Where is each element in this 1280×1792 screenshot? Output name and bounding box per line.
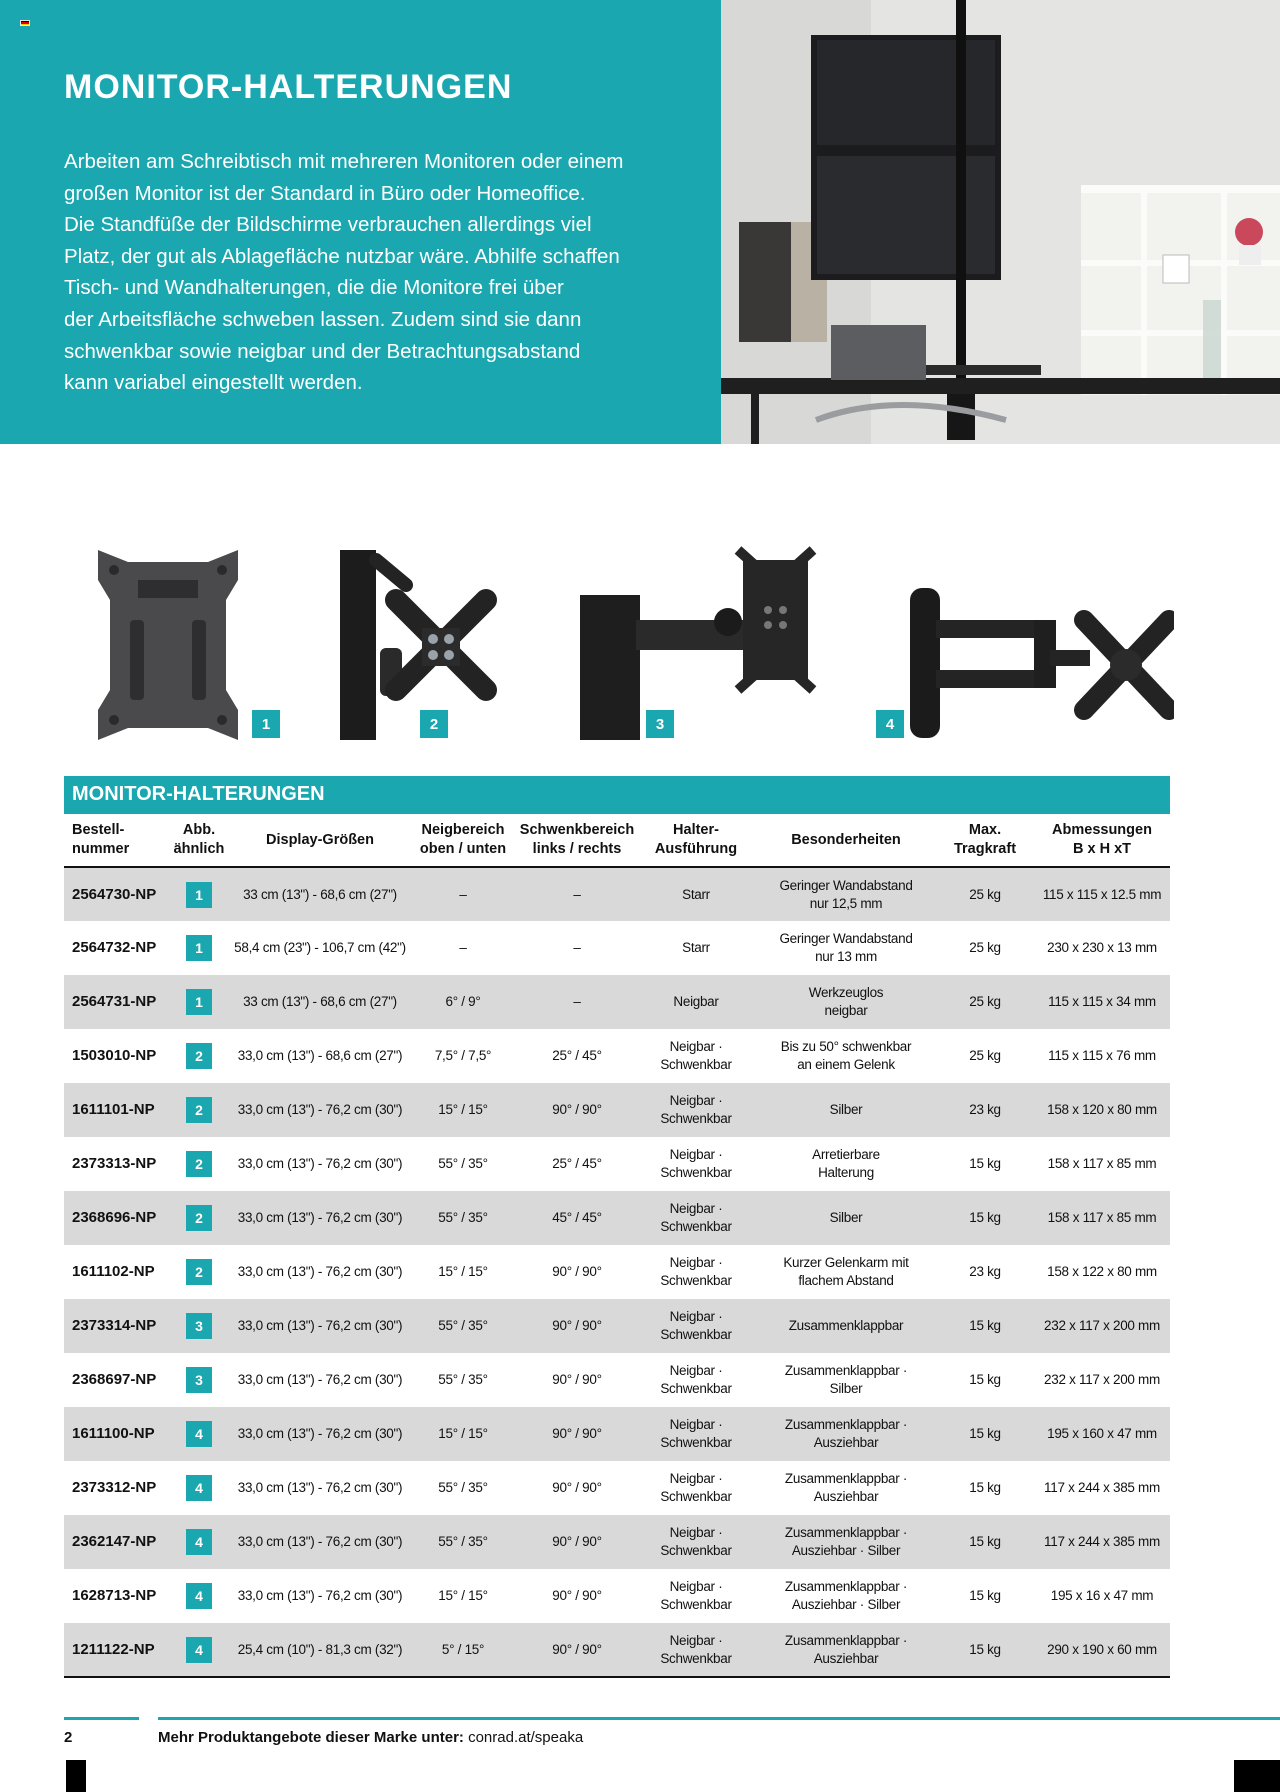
cell-tilt: – — [408, 867, 518, 921]
abb-badge: 2 — [186, 1097, 212, 1123]
cell-dimensions: 290 x 190 x 60 mm — [1034, 1623, 1170, 1677]
cell-type: Neigbar · Schwenkbar — [660, 1579, 732, 1612]
cell-display-size: 25,4 cm (10") - 81,3 cm (32") — [232, 1623, 408, 1677]
abb-badge: 4 — [186, 1583, 212, 1609]
cell-load: 15 kg — [936, 1407, 1034, 1461]
cell-tilt: 15° / 15° — [408, 1407, 518, 1461]
cell-display-size: 33,0 cm (13") - 76,2 cm (30") — [232, 1515, 408, 1569]
cell-load: 15 kg — [969, 1372, 1001, 1387]
col-header-halter: Halter- Ausführung — [636, 814, 756, 867]
cell-display-size: 33,0 cm (13") - 76,2 cm (30") — [232, 1299, 408, 1353]
cell-dimensions: 158 x 122 x 80 mm — [1047, 1264, 1157, 1279]
abb-badge: 4 — [186, 1637, 212, 1663]
abb-badge: 1 — [186, 935, 212, 961]
cell-load: 23 kg — [969, 1264, 1001, 1279]
cell-bestellnummer: 2362147-NP — [64, 1515, 166, 1569]
cell-load: 25 kg — [936, 975, 1034, 1029]
cell-display-size: 33 cm (13") - 68,6 cm (27") — [232, 867, 408, 921]
product-image-3 — [578, 540, 828, 745]
cell-display-size: 33,0 cm (13") - 76,2 cm (30") — [237, 1372, 403, 1387]
cell-tilt: 55° / 35° — [408, 1299, 518, 1353]
cell-type: Neigbar · Schwenkbar — [636, 1515, 756, 1569]
cell-type: Neigbar · Schwenkbar — [636, 1083, 756, 1137]
cell-bestellnummer: 1211122-NP — [64, 1623, 166, 1677]
cell-load: 25 kg — [936, 867, 1034, 921]
table-row — [64, 1353, 1170, 1407]
cell-special: Zusammenklappbar · Ausziehbar · Silber — [756, 1515, 936, 1569]
cell-type: Neigbar · Schwenkbar — [636, 1191, 756, 1245]
table-row — [64, 1083, 1170, 1137]
cell-abb — [166, 867, 232, 921]
cell-type: Neigbar · Schwenkbar — [636, 1407, 756, 1461]
cell-special: Arretierbare Halterung — [812, 1147, 880, 1180]
cell-type: Neigbar — [636, 975, 756, 1029]
col-header-neigbereich: Neigbereich oben / unten — [408, 814, 518, 867]
cell-tilt: 15° / 15° — [438, 1264, 488, 1279]
cell-abb — [166, 1029, 232, 1083]
table-row — [64, 867, 1170, 921]
cell-type: Neigbar · Schwenkbar — [660, 1255, 732, 1288]
cell-dimensions: 158 x 117 x 85 mm — [1034, 1191, 1170, 1245]
product-image-1 — [88, 540, 271, 745]
cell-swivel: 90° / 90° — [552, 1264, 602, 1279]
col-header-display: Display-Größen — [232, 814, 408, 867]
table-row — [64, 1623, 1170, 1677]
abb-badge: 2 — [186, 1259, 212, 1285]
cell-type: Neigbar · Schwenkbar — [636, 1623, 756, 1677]
cell-abb — [166, 1623, 232, 1677]
cell-load: 15 kg — [936, 1515, 1034, 1569]
cell-bestellnummer: 2368697-NP — [72, 1371, 157, 1388]
cell-type: Starr — [682, 940, 710, 955]
product-badge-4: 4 — [876, 710, 904, 738]
table-row — [64, 1461, 1170, 1515]
abb-badge: 2 — [186, 1043, 212, 1069]
cell-bestellnummer: 1503010-NP — [72, 1047, 157, 1064]
cell-swivel: 90° / 90° — [552, 1588, 602, 1603]
cell-swivel: 25° / 45° — [552, 1048, 602, 1063]
cell-swivel: – — [518, 975, 636, 1029]
cell-swivel: 90° / 90° — [518, 1083, 636, 1137]
cell-tilt: 55° / 35° — [438, 1372, 488, 1387]
cell-display-size: 33,0 cm (13") - 68,6 cm (27") — [237, 1048, 403, 1063]
cell-abb — [166, 1191, 232, 1245]
cell-special: Zusammenklappbar · Ausziehbar — [756, 1623, 936, 1677]
cell-special: Silber — [756, 1191, 936, 1245]
product-badge-3: 3 — [646, 710, 674, 738]
cell-swivel: 90° / 90° — [518, 1407, 636, 1461]
abb-badge: 1 — [186, 989, 212, 1015]
cell-dimensions: 117 x 244 x 385 mm — [1044, 1480, 1160, 1495]
cell-bestellnummer: 2564730-NP — [64, 867, 166, 921]
col-header-besonderheiten: Besonderheiten — [756, 814, 936, 867]
cell-display-size: 33,0 cm (13") - 76,2 cm (30") — [237, 1156, 403, 1171]
cell-abb — [166, 1569, 232, 1623]
cell-swivel: 90° / 90° — [518, 1515, 636, 1569]
cell-special: Geringer Wandabstand nur 12,5 mm — [756, 867, 936, 921]
cell-type: Neigbar · Schwenkbar — [660, 1471, 732, 1504]
cell-dimensions: 158 x 120 x 80 mm — [1034, 1083, 1170, 1137]
cell-special: Zusammenklappbar · Silber — [784, 1363, 908, 1396]
intro-text: Arbeiten am Schreibtisch mit mehreren Monitoren oder einem großen Monitor ist der Standard in Büro oder Homeoffice. Die Standfüße der Bildschirme verbrauchen allerdings viel Platz, der gut als Ablagefläche nutzbar wäre. Abhilfe schaffen Tisch- und Wandhalterungen, die die Monitore frei über der Arbeitsfläche schweben lassen. Zudem sind sie dann schwenkbar sowie neigbar und der Betrachtungsabstand kann variabel eingestellt werden. — [64, 150, 624, 395]
col-header-abb: Abb. ähnlich — [166, 814, 232, 867]
abb-badge: 2 — [186, 1151, 212, 1177]
cell-abb — [166, 1083, 232, 1137]
flag-icon — [20, 20, 30, 26]
cell-special: Zusammenklappbar — [756, 1299, 936, 1353]
cell-display-size: 33,0 cm (13") - 76,2 cm (30") — [232, 1407, 408, 1461]
cell-type: Neigbar · Schwenkbar — [660, 1363, 732, 1396]
cell-dimensions: 232 x 117 x 200 mm — [1034, 1299, 1170, 1353]
cell-bestellnummer: 1611100-NP — [64, 1407, 166, 1461]
cell-dimensions: 230 x 230 x 13 mm — [1047, 940, 1157, 955]
footer-text: Mehr Produktangebote dieser Marke unter: conrad.at/speaka — [158, 1729, 584, 1746]
cell-dimensions: 195 x 160 x 47 mm — [1034, 1407, 1170, 1461]
cell-tilt: 5° / 15° — [408, 1623, 518, 1677]
cell-display-size: 33 cm (13") - 68,6 cm (27") — [232, 975, 408, 1029]
cell-dimensions: 158 x 117 x 85 mm — [1047, 1156, 1157, 1171]
col-header-abmessungen: Abmessungen B x H xT — [1034, 814, 1170, 867]
cell-load: 15 kg — [969, 1156, 1001, 1171]
cell-load: 15 kg — [969, 1480, 1001, 1495]
cell-type: Starr — [636, 867, 756, 921]
cell-abb — [166, 921, 232, 975]
cell-special: Silber — [756, 1083, 936, 1137]
cell-type: Neigbar · Schwenkbar — [660, 1039, 732, 1072]
product-badge-2: 2 — [420, 710, 448, 738]
abb-badge: 1 — [186, 882, 212, 908]
wall-mount-fixed-icon — [88, 540, 248, 745]
table-row — [64, 1299, 1170, 1353]
cell-load: 15 kg — [969, 1588, 1001, 1603]
cell-tilt: 55° / 35° — [438, 1480, 488, 1495]
cell-bestellnummer: 1611102-NP — [72, 1263, 155, 1280]
abb-badge: 4 — [186, 1421, 212, 1447]
cell-abb — [166, 975, 232, 1029]
cell-abb — [166, 1407, 232, 1461]
cell-bestellnummer: 2368696-NP — [64, 1191, 166, 1245]
cell-swivel: 90° / 90° — [552, 1480, 602, 1495]
footer-link[interactable]: conrad.at/speaka — [468, 1729, 584, 1746]
cell-load: 25 kg — [969, 1048, 1001, 1063]
cell-display-size: 33,0 cm (13") - 76,2 cm (30") — [237, 1480, 403, 1495]
cell-special: Kurzer Gelenkarm mit flachem Abstand — [783, 1255, 909, 1288]
cell-swivel: 90° / 90° — [518, 1623, 636, 1677]
cell-dimensions: 195 x 16 x 47 mm — [1050, 1588, 1154, 1603]
cell-special: Bis zu 50° schwenkbar an einem Gelenk — [780, 1039, 912, 1072]
cell-bestellnummer: 2373312-NP — [72, 1479, 157, 1496]
cell-tilt: 7,5° / 7,5° — [434, 1048, 492, 1063]
cell-tilt: – — [459, 940, 467, 955]
cell-swivel: 90° / 90° — [518, 1299, 636, 1353]
table-row — [64, 921, 1170, 975]
cell-display-size: 33,0 cm (13") - 76,2 cm (30") — [232, 1083, 408, 1137]
cell-tilt: 15° / 15° — [408, 1083, 518, 1137]
header-panel — [0, 0, 721, 444]
cell-display-size: 33,0 cm (13") - 76,2 cm (30") — [237, 1588, 403, 1603]
table-title: MONITOR-HALTERUNGEN — [64, 776, 1170, 814]
cell-tilt: 55° / 35° — [408, 1515, 518, 1569]
cell-abb — [166, 1515, 232, 1569]
cell-display-size: 33,0 cm (13") - 76,2 cm (30") — [232, 1191, 408, 1245]
abb-badge: 4 — [186, 1529, 212, 1555]
cell-tilt: 55° / 35° — [408, 1191, 518, 1245]
cell-special: Zusammenklappbar · Ausziehbar · Silber — [784, 1579, 908, 1612]
office-monitors-image — [721, 0, 1280, 444]
cell-load: 15 kg — [936, 1623, 1034, 1677]
cell-bestellnummer: 2564732-NP — [72, 939, 157, 956]
cell-type: Neigbar · Schwenkbar — [660, 1147, 732, 1180]
cell-bestellnummer: 2373314-NP — [64, 1299, 166, 1353]
table-row — [64, 1137, 1170, 1191]
abb-badge: 3 — [186, 1313, 212, 1339]
col-header-schwenkbereich: Schwenkbereich links / rechts — [518, 814, 636, 867]
cell-abb — [166, 1137, 232, 1191]
crop-mark-left — [66, 1760, 86, 1792]
cell-swivel: – — [573, 940, 581, 955]
product-image-4 — [874, 540, 1174, 745]
footer-rule-right — [158, 1717, 1280, 1720]
cell-dimensions: 115 x 115 x 34 mm — [1034, 975, 1170, 1029]
cell-swivel: – — [518, 867, 636, 921]
cell-special: Zusammenklappbar · Ausziehbar — [784, 1471, 908, 1504]
table-row — [64, 1407, 1170, 1461]
hero-photo — [721, 0, 1280, 444]
product-badge-1: 1 — [252, 710, 280, 738]
crop-mark-right — [1234, 1760, 1280, 1792]
cell-load: 25 kg — [969, 940, 1001, 955]
table-row — [64, 1515, 1170, 1569]
cell-tilt: 15° / 15° — [438, 1588, 488, 1603]
cell-abb — [166, 1461, 232, 1515]
col-header-tragkraft: Max. Tragkraft — [936, 814, 1034, 867]
cell-bestellnummer: 1628713-NP — [72, 1587, 157, 1604]
cell-type: Neigbar · Schwenkbar — [636, 1299, 756, 1353]
cell-display-size: 58,4 cm (23") - 106,7 cm (42") — [234, 940, 406, 955]
wall-mount-double-arm-icon — [874, 540, 1174, 745]
wall-mount-arm-icon — [578, 540, 818, 745]
cell-swivel: 45° / 45° — [518, 1191, 636, 1245]
cell-display-size: 33,0 cm (13") - 76,2 cm (30") — [237, 1264, 403, 1279]
cell-abb — [166, 1353, 232, 1407]
cell-swivel: 25° / 45° — [552, 1156, 602, 1171]
cell-special: Geringer Wandabstand nur 13 mm — [779, 931, 913, 964]
product-image-2 — [336, 540, 516, 745]
cell-bestellnummer: 2373313-NP — [72, 1155, 157, 1172]
page-title: MONITOR-HALTERUNGEN — [64, 68, 513, 106]
table-row — [64, 975, 1170, 1029]
cell-load: 15 kg — [936, 1299, 1034, 1353]
col-header-bestellnummer: Bestell- nummer — [64, 814, 166, 867]
product-table — [64, 814, 1170, 1678]
cell-special: Zusammenklappbar · Ausziehbar — [756, 1407, 936, 1461]
cell-abb — [166, 1245, 232, 1299]
abb-badge: 2 — [186, 1205, 212, 1231]
cell-special: Werkzeuglos neigbar — [756, 975, 936, 1029]
cell-load: 23 kg — [936, 1083, 1034, 1137]
cell-dimensions: 232 x 117 x 200 mm — [1044, 1372, 1160, 1387]
page-number: 2 — [64, 1729, 73, 1746]
cell-swivel: 90° / 90° — [552, 1372, 602, 1387]
table-row — [64, 1245, 1170, 1299]
cell-dimensions: 117 x 244 x 385 mm — [1034, 1515, 1170, 1569]
abb-badge: 4 — [186, 1475, 212, 1501]
cell-load: 15 kg — [936, 1191, 1034, 1245]
cell-bestellnummer: 1611101-NP — [64, 1083, 166, 1137]
footer-rule-left — [64, 1717, 139, 1720]
table-header-row — [64, 814, 1170, 867]
cell-tilt: 55° / 35° — [438, 1156, 488, 1171]
cell-dimensions: 115 x 115 x 76 mm — [1048, 1048, 1156, 1063]
cell-dimensions: 115 x 115 x 12.5 mm — [1034, 867, 1170, 921]
cell-bestellnummer: 2564731-NP — [64, 975, 166, 1029]
abb-badge: 3 — [186, 1367, 212, 1393]
table-row — [64, 1191, 1170, 1245]
cell-tilt: 6° / 9° — [408, 975, 518, 1029]
table-row — [64, 1569, 1170, 1623]
cell-abb — [166, 1299, 232, 1353]
table-row — [64, 1029, 1170, 1083]
